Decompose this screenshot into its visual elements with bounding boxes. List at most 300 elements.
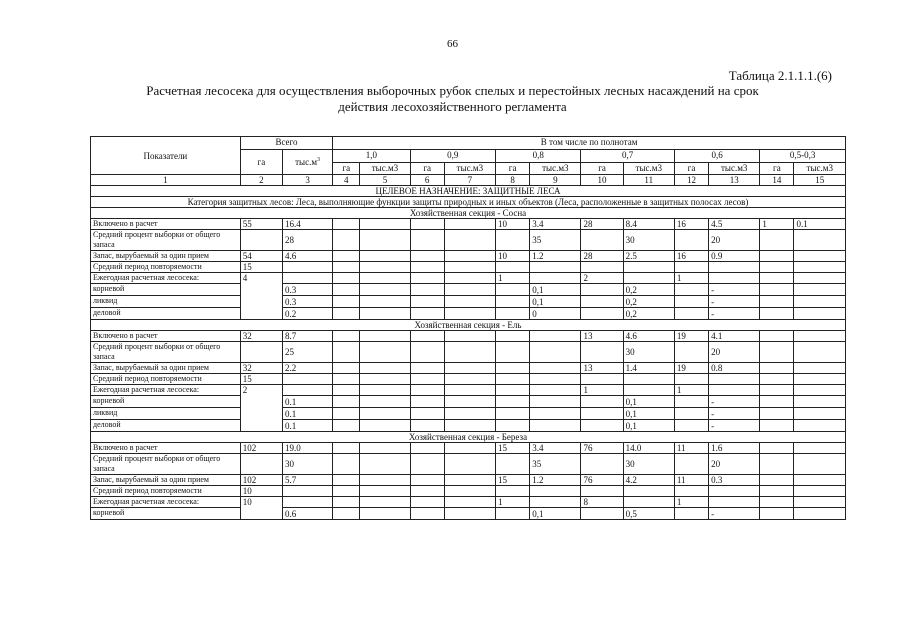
sub-header-ha: га <box>333 163 360 175</box>
sub-header-m3: тыс.м3 <box>623 163 674 175</box>
table-cell: 0,1 <box>623 396 674 408</box>
table-cell: - <box>709 408 760 420</box>
table-cell: 11 <box>674 443 708 454</box>
table-cell <box>760 251 794 262</box>
table-row <box>91 508 846 520</box>
table-cell: 0.1 <box>794 219 846 230</box>
table-row <box>91 296 846 308</box>
table-cell <box>444 262 495 273</box>
header-density-1: 1,0 <box>333 150 410 163</box>
table-cell <box>760 284 794 296</box>
table-cell <box>333 331 360 342</box>
table-row <box>91 363 846 374</box>
column-number: 10 <box>581 175 623 186</box>
table-cell <box>760 396 794 408</box>
table-cell: 4 <box>240 273 282 284</box>
table-cell <box>240 284 282 296</box>
row-label: деловой <box>91 308 241 320</box>
table-cell <box>410 454 444 475</box>
table-cell <box>410 396 444 408</box>
table-cell <box>282 374 332 385</box>
table-cell <box>240 230 282 251</box>
table-cell <box>410 363 444 374</box>
table-cell <box>333 443 360 454</box>
table-cell <box>760 497 794 508</box>
sub-header-ha: га <box>674 163 708 175</box>
table-cell <box>410 342 444 363</box>
table-cell <box>410 508 444 520</box>
table-cell <box>410 420 444 432</box>
table-cell <box>360 251 410 262</box>
table-cell <box>444 219 495 230</box>
table-cell <box>794 284 846 296</box>
table-cell: 0.1 <box>282 420 332 432</box>
table-cell <box>581 508 623 520</box>
table-cell: 0.2 <box>282 308 332 320</box>
table-cell <box>760 486 794 497</box>
table-cell: 0,2 <box>623 296 674 308</box>
header-total-ha: га <box>240 150 282 175</box>
row-label: Ежегодная расчетная лесосека: <box>91 497 241 508</box>
table-cell <box>496 374 530 385</box>
table-cell <box>444 475 495 486</box>
table-cell <box>794 443 846 454</box>
table-cell <box>674 486 708 497</box>
table-cell <box>581 308 623 320</box>
table-cell: 0.3 <box>709 475 760 486</box>
table-cell: 1.4 <box>623 363 674 374</box>
column-number-row <box>91 175 846 186</box>
row-label: ликвид <box>91 408 241 420</box>
table-cell: 76 <box>581 443 623 454</box>
table-cell <box>496 408 530 420</box>
table-cell: 20 <box>709 454 760 475</box>
table-cell <box>360 331 410 342</box>
table-row <box>91 374 846 385</box>
table-cell <box>581 454 623 475</box>
table-cell: 15 <box>240 262 282 273</box>
table-cell: 0,1 <box>623 420 674 432</box>
table-cell <box>496 296 530 308</box>
table-cell <box>333 284 360 296</box>
table-cell <box>444 420 495 432</box>
sub-header-m3: тыс.м3 <box>530 163 581 175</box>
header-indicators: Показатели <box>91 137 241 175</box>
table-cell: 0,1 <box>623 408 674 420</box>
table-row <box>91 475 846 486</box>
table-cell: 35 <box>530 454 581 475</box>
table-cell <box>496 508 530 520</box>
table-cell <box>794 396 846 408</box>
table-cell <box>581 262 623 273</box>
table-cell <box>444 363 495 374</box>
table-cell: - <box>709 284 760 296</box>
table-cell <box>360 486 410 497</box>
table-cell: - <box>709 296 760 308</box>
table-cell <box>794 308 846 320</box>
table-cell: 14.0 <box>623 443 674 454</box>
table-cell <box>444 443 495 454</box>
table-cell <box>240 396 282 408</box>
table-cell <box>360 475 410 486</box>
table-cell <box>410 443 444 454</box>
table-cell <box>444 284 495 296</box>
row-label: Включено в расчет <box>91 331 241 342</box>
header-row-1 <box>91 137 846 150</box>
table-cell <box>760 262 794 273</box>
table-cell <box>444 331 495 342</box>
table-cell <box>444 408 495 420</box>
table-cell: 10 <box>240 486 282 497</box>
row-label: Включено в расчет <box>91 219 241 230</box>
table-cell <box>240 342 282 363</box>
row-label: Запас, вырубаемый за один прием <box>91 363 241 374</box>
table-cell <box>496 342 530 363</box>
table-cell <box>282 486 332 497</box>
row-label: Запас, вырубаемый за один прием <box>91 475 241 486</box>
table-cell <box>410 296 444 308</box>
table-cell: 4.6 <box>623 331 674 342</box>
section-row <box>91 208 846 219</box>
table-cell <box>410 331 444 342</box>
table-row <box>91 273 846 284</box>
table-row <box>91 396 846 408</box>
table-cell <box>674 230 708 251</box>
table-cell: 0,5 <box>623 508 674 520</box>
table-cell <box>282 262 332 273</box>
table-row <box>91 385 846 396</box>
table-cell <box>333 420 360 432</box>
table-cell <box>333 475 360 486</box>
table-cell <box>709 262 760 273</box>
table-title-line-1: Расчетная лесосека для осуществления выборочных рубок спелых и перестойных лесных насаждений на срок <box>146 83 759 98</box>
column-number: 11 <box>623 175 674 186</box>
table-cell: 15 <box>496 443 530 454</box>
header-density-5: 0,6 <box>674 150 759 163</box>
section-row <box>91 320 846 331</box>
table-cell <box>333 385 360 396</box>
section-heading: Хозяйственная секция - Сосна <box>91 208 846 219</box>
table-cell <box>444 296 495 308</box>
purpose-heading: ЦЕЛЕВОЕ НАЗНАЧЕНИЕ: ЗАЩИТНЫЕ ЛЕСА <box>91 186 846 197</box>
table-cell <box>794 508 846 520</box>
table-cell: 0.3 <box>282 284 332 296</box>
table-cell <box>581 374 623 385</box>
table-row <box>91 342 846 363</box>
table-cell: 0,1 <box>530 508 581 520</box>
table-cell <box>760 508 794 520</box>
header-density-6: 0,5-0,3 <box>760 150 846 163</box>
table-cell: 0,2 <box>623 308 674 320</box>
table-cell: 32 <box>240 331 282 342</box>
row-label: корневой <box>91 508 241 520</box>
table-cell: 1.6 <box>709 443 760 454</box>
category-row <box>91 197 846 208</box>
table-cell: 2 <box>581 273 623 284</box>
table-cell: 2 <box>240 385 282 396</box>
table-cell: 28 <box>282 230 332 251</box>
row-label: Средний процент выборки от общего запаса <box>91 342 241 363</box>
table-cell <box>623 374 674 385</box>
table-cell <box>360 219 410 230</box>
table-cell <box>333 308 360 320</box>
table-cell: 1 <box>581 385 623 396</box>
table-cell <box>709 385 760 396</box>
row-label: ликвид <box>91 296 241 308</box>
header-density-4: 0,7 <box>581 150 674 163</box>
table-title-line-2: действия лесохозяйственного регламента <box>338 99 567 114</box>
table-cell <box>444 385 495 396</box>
sub-header-m3: тыс.м3 <box>794 163 846 175</box>
table-cell <box>333 251 360 262</box>
table-cell <box>410 374 444 385</box>
header-total-m3-superscript: 3 <box>317 157 321 163</box>
table-cell: 55 <box>240 219 282 230</box>
table-cell: 16.4 <box>282 219 332 230</box>
table-cell <box>410 408 444 420</box>
table-cell <box>794 408 846 420</box>
table-cell <box>333 396 360 408</box>
header-total-m3 <box>282 150 332 175</box>
table-cell: - <box>709 396 760 408</box>
table-cell <box>410 273 444 284</box>
table-cell <box>794 230 846 251</box>
table-cell <box>496 284 530 296</box>
table-cell <box>333 262 360 273</box>
table-cell: 30 <box>623 454 674 475</box>
table-header <box>91 137 846 186</box>
table-cell: 4.6 <box>282 251 332 262</box>
table-row <box>91 251 846 262</box>
table-cell: 3.4 <box>530 219 581 230</box>
table-cell <box>530 408 581 420</box>
table-cell: 25 <box>282 342 332 363</box>
table-cell <box>496 385 530 396</box>
table-body <box>91 186 846 520</box>
table-cell <box>530 331 581 342</box>
section-row <box>91 432 846 443</box>
table-cell: 0.1 <box>282 396 332 408</box>
table-cell: 10 <box>496 219 530 230</box>
table-cell <box>360 443 410 454</box>
table-cell <box>360 385 410 396</box>
table-row <box>91 308 846 320</box>
table-cell <box>530 385 581 396</box>
table-cell: 30 <box>623 342 674 363</box>
table-cell <box>444 497 495 508</box>
header-density-3: 0,8 <box>496 150 581 163</box>
table-cell <box>760 342 794 363</box>
table-cell <box>333 374 360 385</box>
table-cell <box>794 296 846 308</box>
table-cell <box>674 420 708 432</box>
table-row <box>91 262 846 273</box>
table-cell <box>581 284 623 296</box>
header-by-density: В том числе по полнотам <box>333 137 846 150</box>
table-cell <box>444 251 495 262</box>
table-cell <box>794 497 846 508</box>
table-cell: 0.6 <box>282 508 332 520</box>
table-cell: 0.1 <box>282 408 332 420</box>
table-cell <box>581 486 623 497</box>
table-cell <box>496 396 530 408</box>
row-label: Средний период повторяемости <box>91 486 241 497</box>
table-cell <box>760 363 794 374</box>
table-cell <box>581 420 623 432</box>
table-row <box>91 420 846 432</box>
section-heading: Хозяйственная секция - Ель <box>91 320 846 331</box>
table-cell: 8.4 <box>623 219 674 230</box>
row-label: Ежегодная расчетная лесосека: <box>91 385 241 396</box>
column-number: 13 <box>709 175 760 186</box>
table-cell <box>410 251 444 262</box>
table-cell: 15 <box>496 475 530 486</box>
table-cell <box>530 497 581 508</box>
table-row <box>91 219 846 230</box>
table-cell <box>410 497 444 508</box>
section-heading: Хозяйственная секция - Береза <box>91 432 846 443</box>
table-cell: 0,1 <box>530 284 581 296</box>
table-cell <box>674 296 708 308</box>
table-cell <box>496 331 530 342</box>
table-cell: 4.5 <box>709 219 760 230</box>
row-label: Средний период повторяемости <box>91 374 241 385</box>
forest-cutting-table <box>90 136 846 520</box>
table-cell <box>530 273 581 284</box>
table-cell <box>496 454 530 475</box>
table-cell <box>674 396 708 408</box>
column-number: 7 <box>444 175 495 186</box>
table-cell <box>623 497 674 508</box>
table-cell: 13 <box>581 331 623 342</box>
table-cell <box>794 251 846 262</box>
table-cell: 1.2 <box>530 475 581 486</box>
table-cell: 11 <box>674 475 708 486</box>
table-row <box>91 408 846 420</box>
column-number: 2 <box>240 175 282 186</box>
table-cell <box>360 273 410 284</box>
row-label: Запас, вырубаемый за один прием <box>91 251 241 262</box>
table-cell <box>360 508 410 520</box>
table-cell <box>410 486 444 497</box>
column-number: 4 <box>333 175 360 186</box>
table-cell <box>444 508 495 520</box>
table-cell <box>794 273 846 284</box>
table-cell <box>360 497 410 508</box>
table-cell <box>794 342 846 363</box>
column-number: 3 <box>282 175 332 186</box>
column-number: 14 <box>760 175 794 186</box>
sub-header-m3: тыс.м3 <box>444 163 495 175</box>
table-cell: - <box>709 508 760 520</box>
table-cell <box>794 475 846 486</box>
table-cell <box>333 486 360 497</box>
table-cell <box>333 219 360 230</box>
table-cell: 30 <box>282 454 332 475</box>
table-cell <box>360 408 410 420</box>
table-cell <box>360 420 410 432</box>
table-cell: - <box>709 420 760 432</box>
table-cell: 2.5 <box>623 251 674 262</box>
column-number: 6 <box>410 175 444 186</box>
table-cell <box>760 408 794 420</box>
table-cell <box>496 308 530 320</box>
table-cell <box>794 363 846 374</box>
table-cell <box>674 508 708 520</box>
table-cell <box>496 262 530 273</box>
table-cell: 1 <box>674 497 708 508</box>
table-cell: 13 <box>581 363 623 374</box>
table-cell <box>360 230 410 251</box>
table-cell <box>674 262 708 273</box>
page-number: 66 <box>447 38 458 50</box>
table-cell <box>333 342 360 363</box>
row-label: корневой <box>91 284 241 296</box>
row-label: Средний период повторяемости <box>91 262 241 273</box>
table-cell <box>444 230 495 251</box>
column-number: 8 <box>496 175 530 186</box>
table-cell: 30 <box>623 230 674 251</box>
table-cell <box>709 374 760 385</box>
table-cell <box>674 374 708 385</box>
table-cell <box>240 308 282 320</box>
column-number: 9 <box>530 175 581 186</box>
table-cell <box>674 342 708 363</box>
table-cell <box>360 284 410 296</box>
column-number: 1 <box>91 175 241 186</box>
header-total: Всего <box>240 137 332 150</box>
sub-header-ha: га <box>760 163 794 175</box>
column-number: 15 <box>794 175 846 186</box>
table-cell: 1 <box>674 273 708 284</box>
table-cell <box>760 454 794 475</box>
table-title <box>0 83 905 115</box>
table-cell <box>240 508 282 520</box>
table-cell: 1 <box>760 219 794 230</box>
table-cell <box>530 363 581 374</box>
table-cell <box>581 396 623 408</box>
table-cell <box>333 454 360 475</box>
table-cell <box>410 308 444 320</box>
table-cell: 102 <box>240 443 282 454</box>
table-cell: 0,2 <box>623 284 674 296</box>
table-cell <box>240 296 282 308</box>
table-cell: 54 <box>240 251 282 262</box>
table-cell <box>760 385 794 396</box>
sub-header-m3: тыс.м3 <box>709 163 760 175</box>
table-cell <box>794 385 846 396</box>
table-cell <box>709 486 760 497</box>
table-cell <box>623 385 674 396</box>
table-cell <box>444 308 495 320</box>
table-cell <box>333 230 360 251</box>
table-cell <box>360 454 410 475</box>
table-cell <box>410 385 444 396</box>
table-cell <box>760 273 794 284</box>
table-cell: 28 <box>581 251 623 262</box>
table-cell: 28 <box>581 219 623 230</box>
table-cell <box>530 396 581 408</box>
table-cell <box>333 497 360 508</box>
table-cell <box>674 454 708 475</box>
table-cell <box>444 454 495 475</box>
table-cell <box>444 374 495 385</box>
table-cell: 2.2 <box>282 363 332 374</box>
table-cell <box>333 273 360 284</box>
table-cell <box>794 486 846 497</box>
table-cell <box>794 262 846 273</box>
table-cell <box>360 296 410 308</box>
